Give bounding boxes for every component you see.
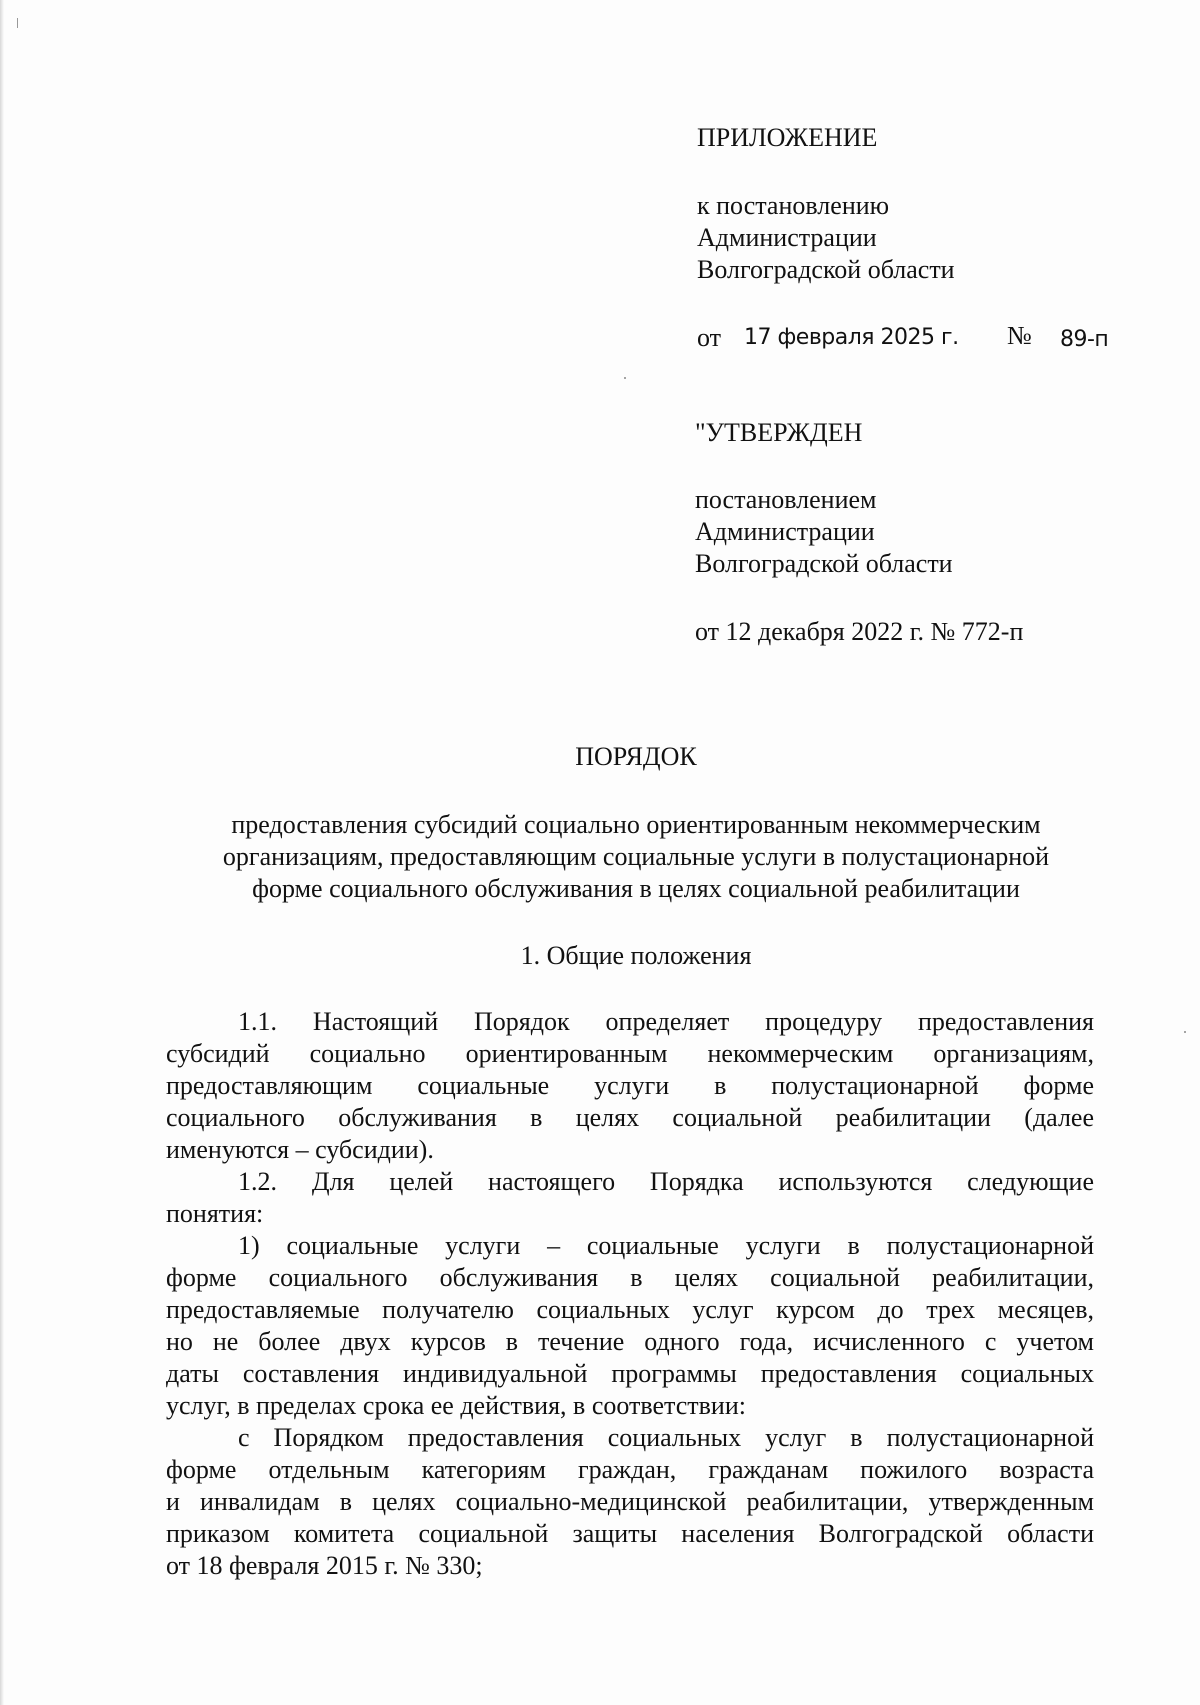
- body-line: 1.2. Для целей настоящего Порядка используются следующие: [238, 1167, 1094, 1196]
- appendix-date-value: 17 февраля 2025 г.: [744, 325, 959, 350]
- body-line: социального обслуживания в целях социальной реабилитации (далее: [166, 1103, 1094, 1132]
- approved-title: "УТВЕРЖДЕН: [695, 418, 863, 447]
- body-line: именуются – субсидии).: [166, 1135, 434, 1164]
- appendix-title: ПРИЛОЖЕНИЕ: [697, 123, 878, 152]
- document-subtitle-line: форме социального обслуживания в целях социальной реабилитации: [252, 874, 1020, 903]
- appendix-to-line: Волгоградской области: [697, 255, 955, 284]
- appendix-number-sign: №: [1007, 321, 1032, 350]
- body-line: форме социального обслуживания в целях социальной реабилитации,: [166, 1263, 1094, 1292]
- approved-by-line: постановлением: [695, 485, 877, 514]
- body-line: 1) социальные услуги – социальные услуги в полустационарной: [238, 1231, 1094, 1260]
- appendix-to-line: к постановлению: [697, 191, 890, 220]
- appendix-to-line: Администрации: [697, 223, 877, 252]
- scan-speck: [624, 377, 626, 379]
- body-line: даты составления индивидуальной программы предоставления социальных: [166, 1359, 1094, 1388]
- approved-by-line: Волгоградской области: [695, 549, 953, 578]
- document-title: ПОРЯДОК: [575, 742, 697, 771]
- appendix-number-value: 89-п: [1060, 327, 1109, 352]
- approved-date-line: от 12 декабря 2022 г. № 772-п: [695, 617, 1024, 646]
- appendix-date-prefix: от: [697, 323, 722, 352]
- body-line: форме отдельным категориям граждан, гражданам пожилого возраста: [166, 1455, 1094, 1484]
- body-line: но не более двух курсов в течение одного года, исчисленного с учетом: [166, 1327, 1094, 1356]
- body-line: с Порядком предоставления социальных услуг в полустационарной: [238, 1423, 1094, 1452]
- body-line: предоставляющим социальные услуги в полустационарной форме: [166, 1071, 1094, 1100]
- body-line: предоставляемые получателю социальных услуг курсом до трех месяцев,: [166, 1295, 1094, 1324]
- scan-speck: [1184, 1031, 1186, 1033]
- scan-mark: [17, 18, 18, 28]
- body-line: приказом комитета социальной защиты населения Волгоградской области: [166, 1519, 1094, 1548]
- document-subtitle-line: организациям, предоставляющим социальные услуги в полустационарной: [222, 842, 1050, 871]
- section-heading: 1. Общие положения: [520, 941, 752, 970]
- scan-edge-shadow: [0, 0, 4, 1705]
- approved-by-line: Администрации: [695, 517, 875, 546]
- body-line: от 18 февраля 2015 г. № 330;: [166, 1551, 483, 1580]
- body-line: понятия:: [166, 1199, 264, 1228]
- body-line: и инвалидам в целях социально-медицинской реабилитации, утвержденным: [166, 1487, 1094, 1516]
- body-line: услуг, в пределах срока ее действия, в соответствии:: [166, 1391, 746, 1420]
- document-subtitle-line: предоставления субсидий социально ориентированным некоммерческим: [231, 810, 1041, 839]
- body-line: субсидий социально ориентированным некоммерческим организациям,: [166, 1039, 1094, 1068]
- body-line: 1.1. Настоящий Порядок определяет процедуру предоставления: [238, 1007, 1094, 1036]
